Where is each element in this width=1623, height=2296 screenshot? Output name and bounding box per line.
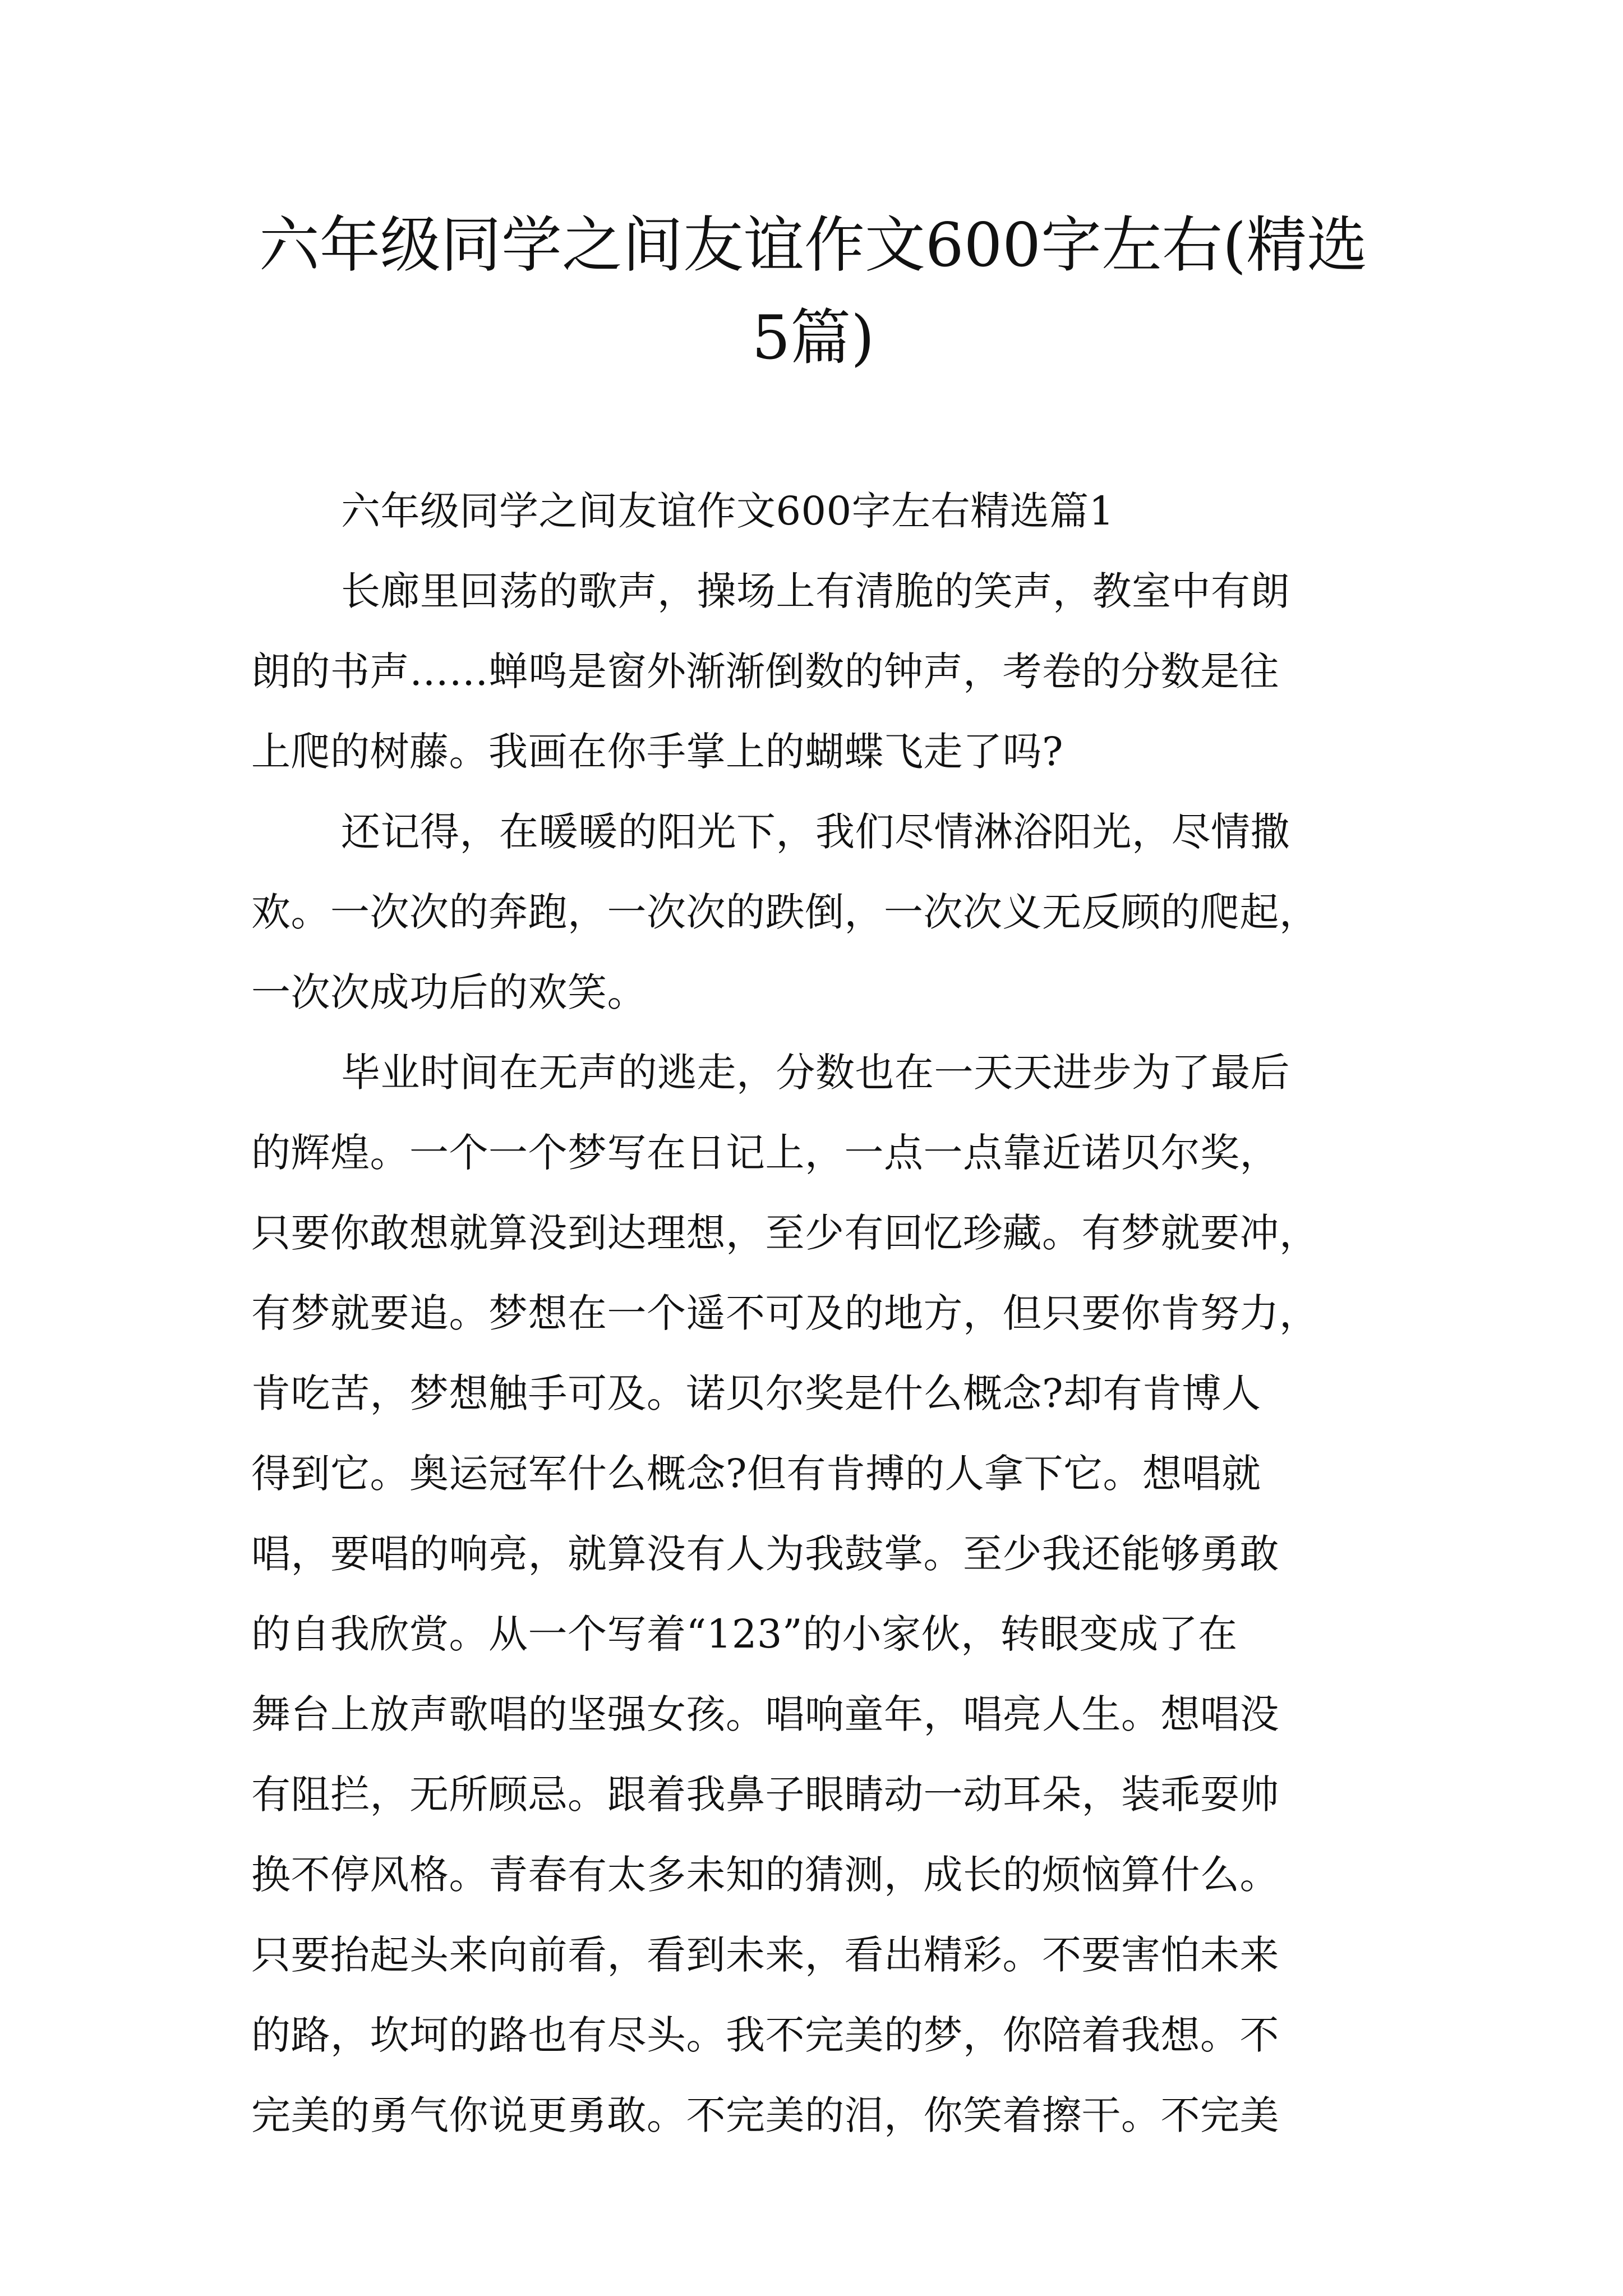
paragraph-line: 还记得，在暖暖的阳光下，我们尽情淋浴阳光，尽情撒 — [341, 809, 1290, 855]
paragraph-line: 肯吃苦，梦想触手可及。诺贝尔奖是什么概念?却有肯博人 — [251, 1370, 1261, 1416]
paragraph-line: 有梦就要追。梦想在一个遥不可及的地方，但只要你肯努力， — [251, 1290, 1319, 1336]
title-line: 5篇) — [751, 303, 875, 373]
section-heading-text: 六年级同学之间友谊作文600字左右精选篇1 — [341, 488, 1114, 534]
paragraph — [251, 792, 1384, 1033]
paragraph — [251, 551, 1384, 792]
title-line: 六年级同学之间友谊作文600字左右(精选 — [259, 210, 1368, 280]
paragraph-line: 欢。一次次的奔跑，一次次的跌倒，一次次义无反顾的爬起， — [251, 889, 1319, 935]
paragraph-line: 舞台上放声歌唱的坚强女孩。唱响童年，唱亮人生。想唱没 — [251, 1691, 1279, 1737]
paragraph-line: 上爬的树藤。我画在你手掌上的蝴蝶飞走了吗? — [251, 729, 1064, 775]
paragraph — [251, 1033, 1384, 2156]
paragraph-line: 毕业时间在无声的逃走，分数也在一天天进步为了最后 — [341, 1050, 1290, 1096]
page-title — [241, 199, 1385, 384]
paragraph-line: 换不停风格。青春有太多未知的猜测，成长的烦恼算什么。 — [251, 1852, 1279, 1898]
paragraph-line: 朗的书声……蝉鸣是窗外渐渐倒数的钟声，考卷的分数是往 — [251, 648, 1279, 694]
paragraph-line: 的辉煌。一个一个梦写在日记上，一点一点靠近诺贝尔奖， — [251, 1130, 1279, 1176]
paragraph-line: 完美的勇气你说更勇敢。不完美的泪，你笑着擦干。不完美 — [251, 2092, 1279, 2138]
paragraph-line: 有阻拦，无所顾忌。跟着我鼻子眼睛动一动耳朵，装乖耍帅 — [251, 1772, 1279, 1818]
paragraph-line: 一次次成功后的欢笑。 — [251, 969, 647, 1015]
paragraph-line: 得到它。奥运冠军什么概念?但有肯搏的人拿下它。想唱就 — [251, 1451, 1261, 1497]
paragraph-line: 唱，要唱的响亮，就算没有人为我鼓掌。至少我还能够勇敢 — [251, 1531, 1279, 1577]
section-heading — [251, 471, 1384, 551]
paragraph-line: 只要你敢想就算没到达理想，至少有回忆珍藏。有梦就要冲， — [251, 1210, 1319, 1256]
paragraph-line: 长廊里回荡的歌声，操场上有清脆的笑声，教室中有朗 — [341, 568, 1290, 614]
document-body — [251, 471, 1384, 2156]
paragraph-line: 的路，坎坷的路也有尽头。我不完美的梦，你陪着我想。不 — [251, 2012, 1279, 2058]
paragraph-line: 的自我欣赏。从一个写着“123”的小家伙，转眼变成了在 — [251, 1611, 1238, 1657]
paragraph-line: 只要抬起头来向前看，看到未来，看出精彩。不要害怕未来 — [251, 1932, 1279, 1978]
